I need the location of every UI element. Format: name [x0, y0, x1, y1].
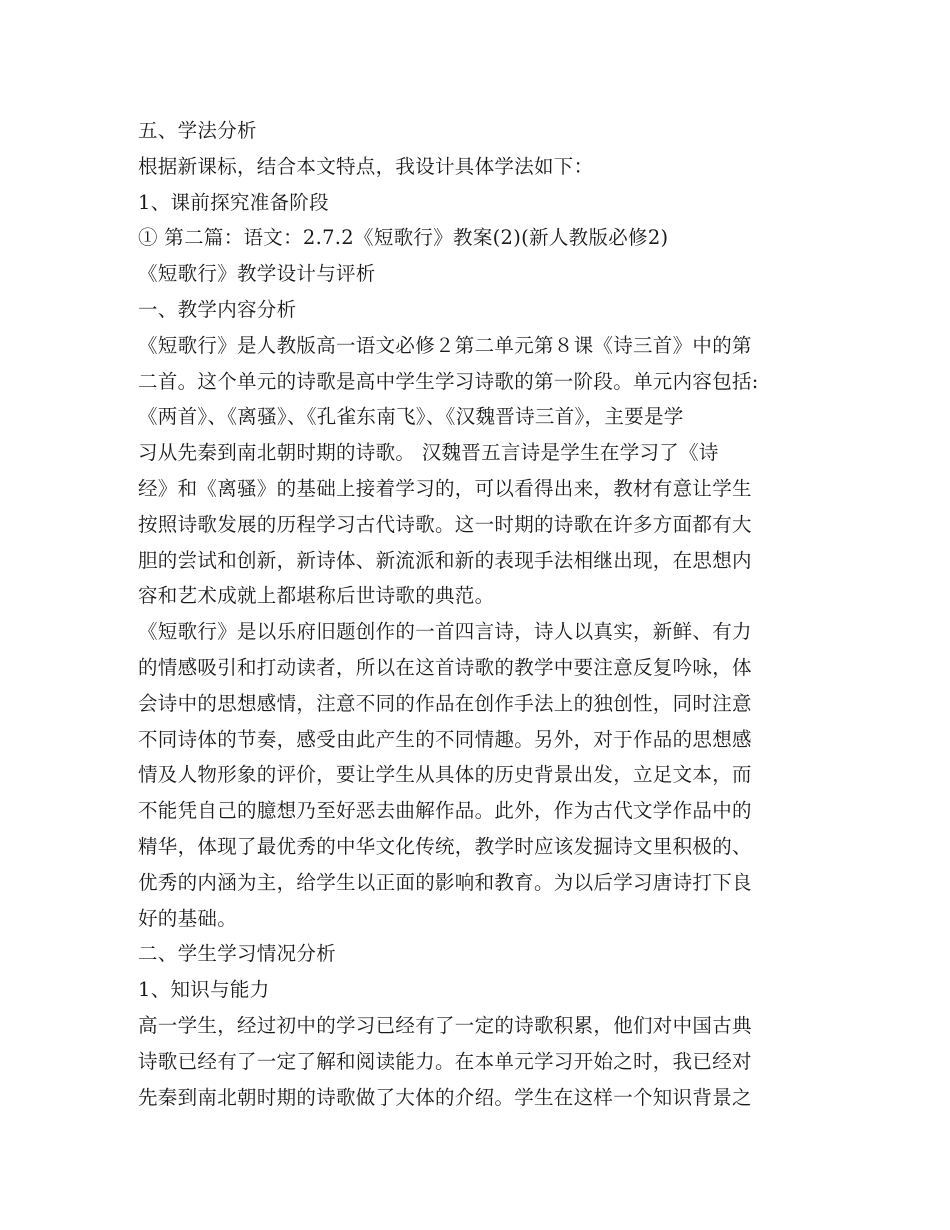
section-heading-student-analysis: 二、学生学习情况分析	[138, 942, 337, 966]
article-reference-line: ① 第二篇：语文：2.7.2《短歌行》教案(2)(新人教版必修2)	[138, 226, 669, 250]
subheading-knowledge-ability: 1、知识与能力	[138, 978, 270, 1002]
paragraph-line: 容和艺术成就上都堪称后世诗歌的典范。	[138, 584, 495, 608]
section-heading-study-methods: 五、学法分析	[138, 119, 257, 142]
paragraph-line: 会诗中的思想感情，注意不同的作品在创作手法上的独创性，同时注意	[138, 691, 752, 715]
paragraph-line: 根据新课标，结合本文特点，我设计具体学法如下：	[138, 154, 594, 178]
paragraph-line: 情及人物形象的评价，要让学生从具体的历史背景出发，立足文本，而	[138, 763, 752, 787]
paragraph-line: 诗歌已经有了一定了解和阅读能力。在本单元学习开始之时，我已经对	[138, 1049, 752, 1073]
article-title: 《短歌行》教学设计与评析	[138, 262, 376, 286]
paragraph-line: 不同诗体的节奏，感受由此产生的不同情趣。另外，对于作品的思想感	[138, 727, 752, 751]
paragraph-line: 精华，体现了最优秀的中华文化传统，教学时应该发掘诗文里积极的、	[138, 834, 752, 858]
paragraph-line: 习从先秦到南北朝时期的诗歌。 汉魏晋五言诗是学生在学习了《诗	[138, 441, 719, 465]
paragraph-line: 的情感吸引和打动读者，所以在这首诗歌的教学中要注意反复吟咏，体	[138, 655, 752, 679]
section-heading-content-analysis: 一、教学内容分析	[138, 297, 297, 321]
subheading-preparation-stage: 1、课前探究准备阶段	[138, 190, 329, 214]
paragraph-line: 《两首》、《离骚》、《孔雀东南飞》、《汉魏晋诗三首》，主要是学	[138, 405, 684, 429]
paragraph-line: 先秦到南北朝时期的诗歌做了大体的介绍。学生在这样一个知识背景之	[138, 1085, 752, 1109]
paragraph-line: 二首。这个单元的诗歌是高中学生学习诗歌的第一阶段。单元内容包括:	[138, 369, 759, 393]
document-body	[138, 113, 818, 1115]
paragraph-line: 《短歌行》是人教版高一语文必修２第二单元第８课《诗三首》中的第	[138, 333, 752, 357]
paragraph-line: 《短歌行》是以乐府旧题创作的一首四言诗，诗人以真实，新鲜、有力	[138, 620, 752, 644]
paragraph-line: 胆的尝试和创新，新诗体、新流派和新的表现手法相继出现，在思想内	[138, 548, 752, 572]
paragraph-line: 优秀的内涵为主，给学生以正面的影响和教育。为以后学习唐诗打下良	[138, 870, 752, 894]
paragraph-line: 经》和《离骚》的基础上接着学习的，可以看得出来，教材有意让学生	[138, 476, 752, 500]
paragraph-line: 按照诗歌发展的历程学习古代诗歌。这一时期的诗歌在许多方面都有大	[138, 512, 752, 536]
paragraph-line: 好的基础。	[138, 906, 238, 930]
paragraph-line: 高一学生，经过初中的学习已经有了一定的诗歌积累，他们对中国古典	[138, 1013, 752, 1037]
paragraph-line: 不能凭自己的臆想乃至好恶去曲解作品。此外，作为古代文学作品中的	[138, 799, 752, 823]
